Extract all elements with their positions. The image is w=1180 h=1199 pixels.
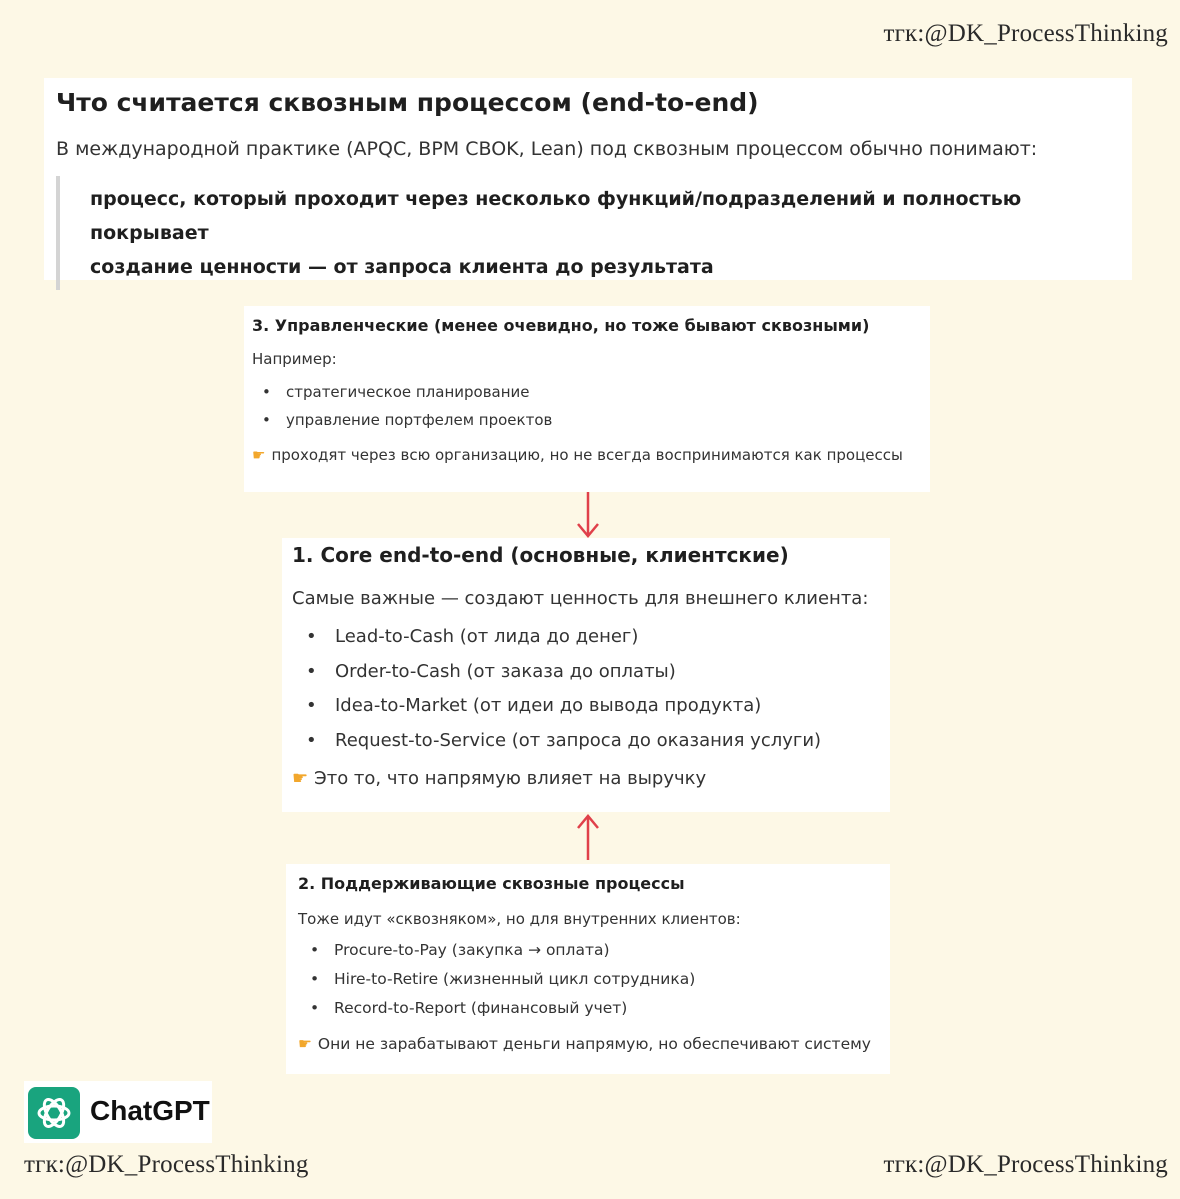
quote-line-2: создание ценности — от запроса клиента до результата [90,256,714,278]
bullet-dot: • [306,660,317,682]
bullet-dot: • [306,695,317,716]
bullet-dot: • [310,941,320,959]
support-subtitle: Тоже идут «сквозняком», но для внутренних клиентов: [298,910,741,928]
support-note: ☛ Они не зарабатывают деньги напрямую, но обеспечивают систему [298,1035,871,1053]
management-subtitle: Например: [252,350,337,368]
list-item: • управление портфелем проектов [252,406,922,434]
core-note: ☛ Это то, что напрямую влияет на выручку [292,766,880,792]
bullet-dot: • [310,970,320,988]
watermark-bottom-left: тгк:@DK_ProcessThinking [24,1151,309,1178]
core-title: 1. Core end-to-end (основные, клиентские) [292,543,789,567]
support-card [286,864,890,1074]
bullet-dot: • [310,999,320,1017]
core-card [282,538,890,812]
arrow-down-icon [576,490,600,540]
list-item: • Idea-to-Market (от идеи до вывода продукта) [292,689,880,724]
bullet-dot: • [306,626,317,647]
core-list [292,620,880,758]
management-title: 3. Управленческие (менее очевидно, но тоже бывают сквозными) [252,316,870,335]
arrow-up-icon [576,812,600,862]
bullet-dot: • [262,411,271,429]
chatgpt-badge [24,1081,212,1143]
list-item: • стратегическое планирование [252,378,922,406]
management-card [244,306,930,492]
quote-line-1: процесс, который проходит через несколько функций/подразделений и полностью покрывает [90,188,1022,244]
openai-logo-icon [28,1087,80,1139]
list-item: • Record-to-Report (финансовый учет) [298,994,878,1023]
definition-intro: В международной практике (APQC, BPM CBOK, Lean) под сквозным процессом обычно понимают: [56,138,1038,160]
support-list [298,936,878,1023]
pointing-hand-icon: ☛ [298,1035,312,1053]
bullet-dot: • [262,383,271,401]
management-list [252,378,922,434]
bullet-dot: • [306,729,317,751]
list-item: • Procure-to-Pay (закупка → оплата) [298,936,878,965]
list-item: • Order-to-Cash (от заказа до оплаты) [292,655,880,690]
definition-card [44,78,1132,280]
list-item: • Request-to-Service (от запроса до оказания услуги) [292,724,880,759]
definition-title: Что считается сквозным процессом (end-to-end) [56,88,759,117]
pointing-hand-icon: ☛ [292,768,309,789]
core-subtitle: Самые важные — создают ценность для внешнего клиента: [292,588,869,609]
management-note: ☛ проходят через всю организацию, но не всегда воспринимаются как процессы [252,446,903,464]
list-item: • Lead-to-Cash (от лида до денег) [292,620,880,655]
support-title: 2. Поддерживающие сквозные процессы [298,874,685,893]
chatgpt-label: ChatGPT [90,1095,210,1126]
watermark-bottom-right: тгк:@DK_ProcessThinking [883,1151,1168,1178]
list-item: • Hire-to-Retire (жизненный цикл сотрудника) [298,965,878,994]
watermark-top: тгк:@DK_ProcessThinking [883,20,1168,47]
pointing-hand-icon: ☛ [252,446,266,464]
definition-quote [56,176,1120,290]
